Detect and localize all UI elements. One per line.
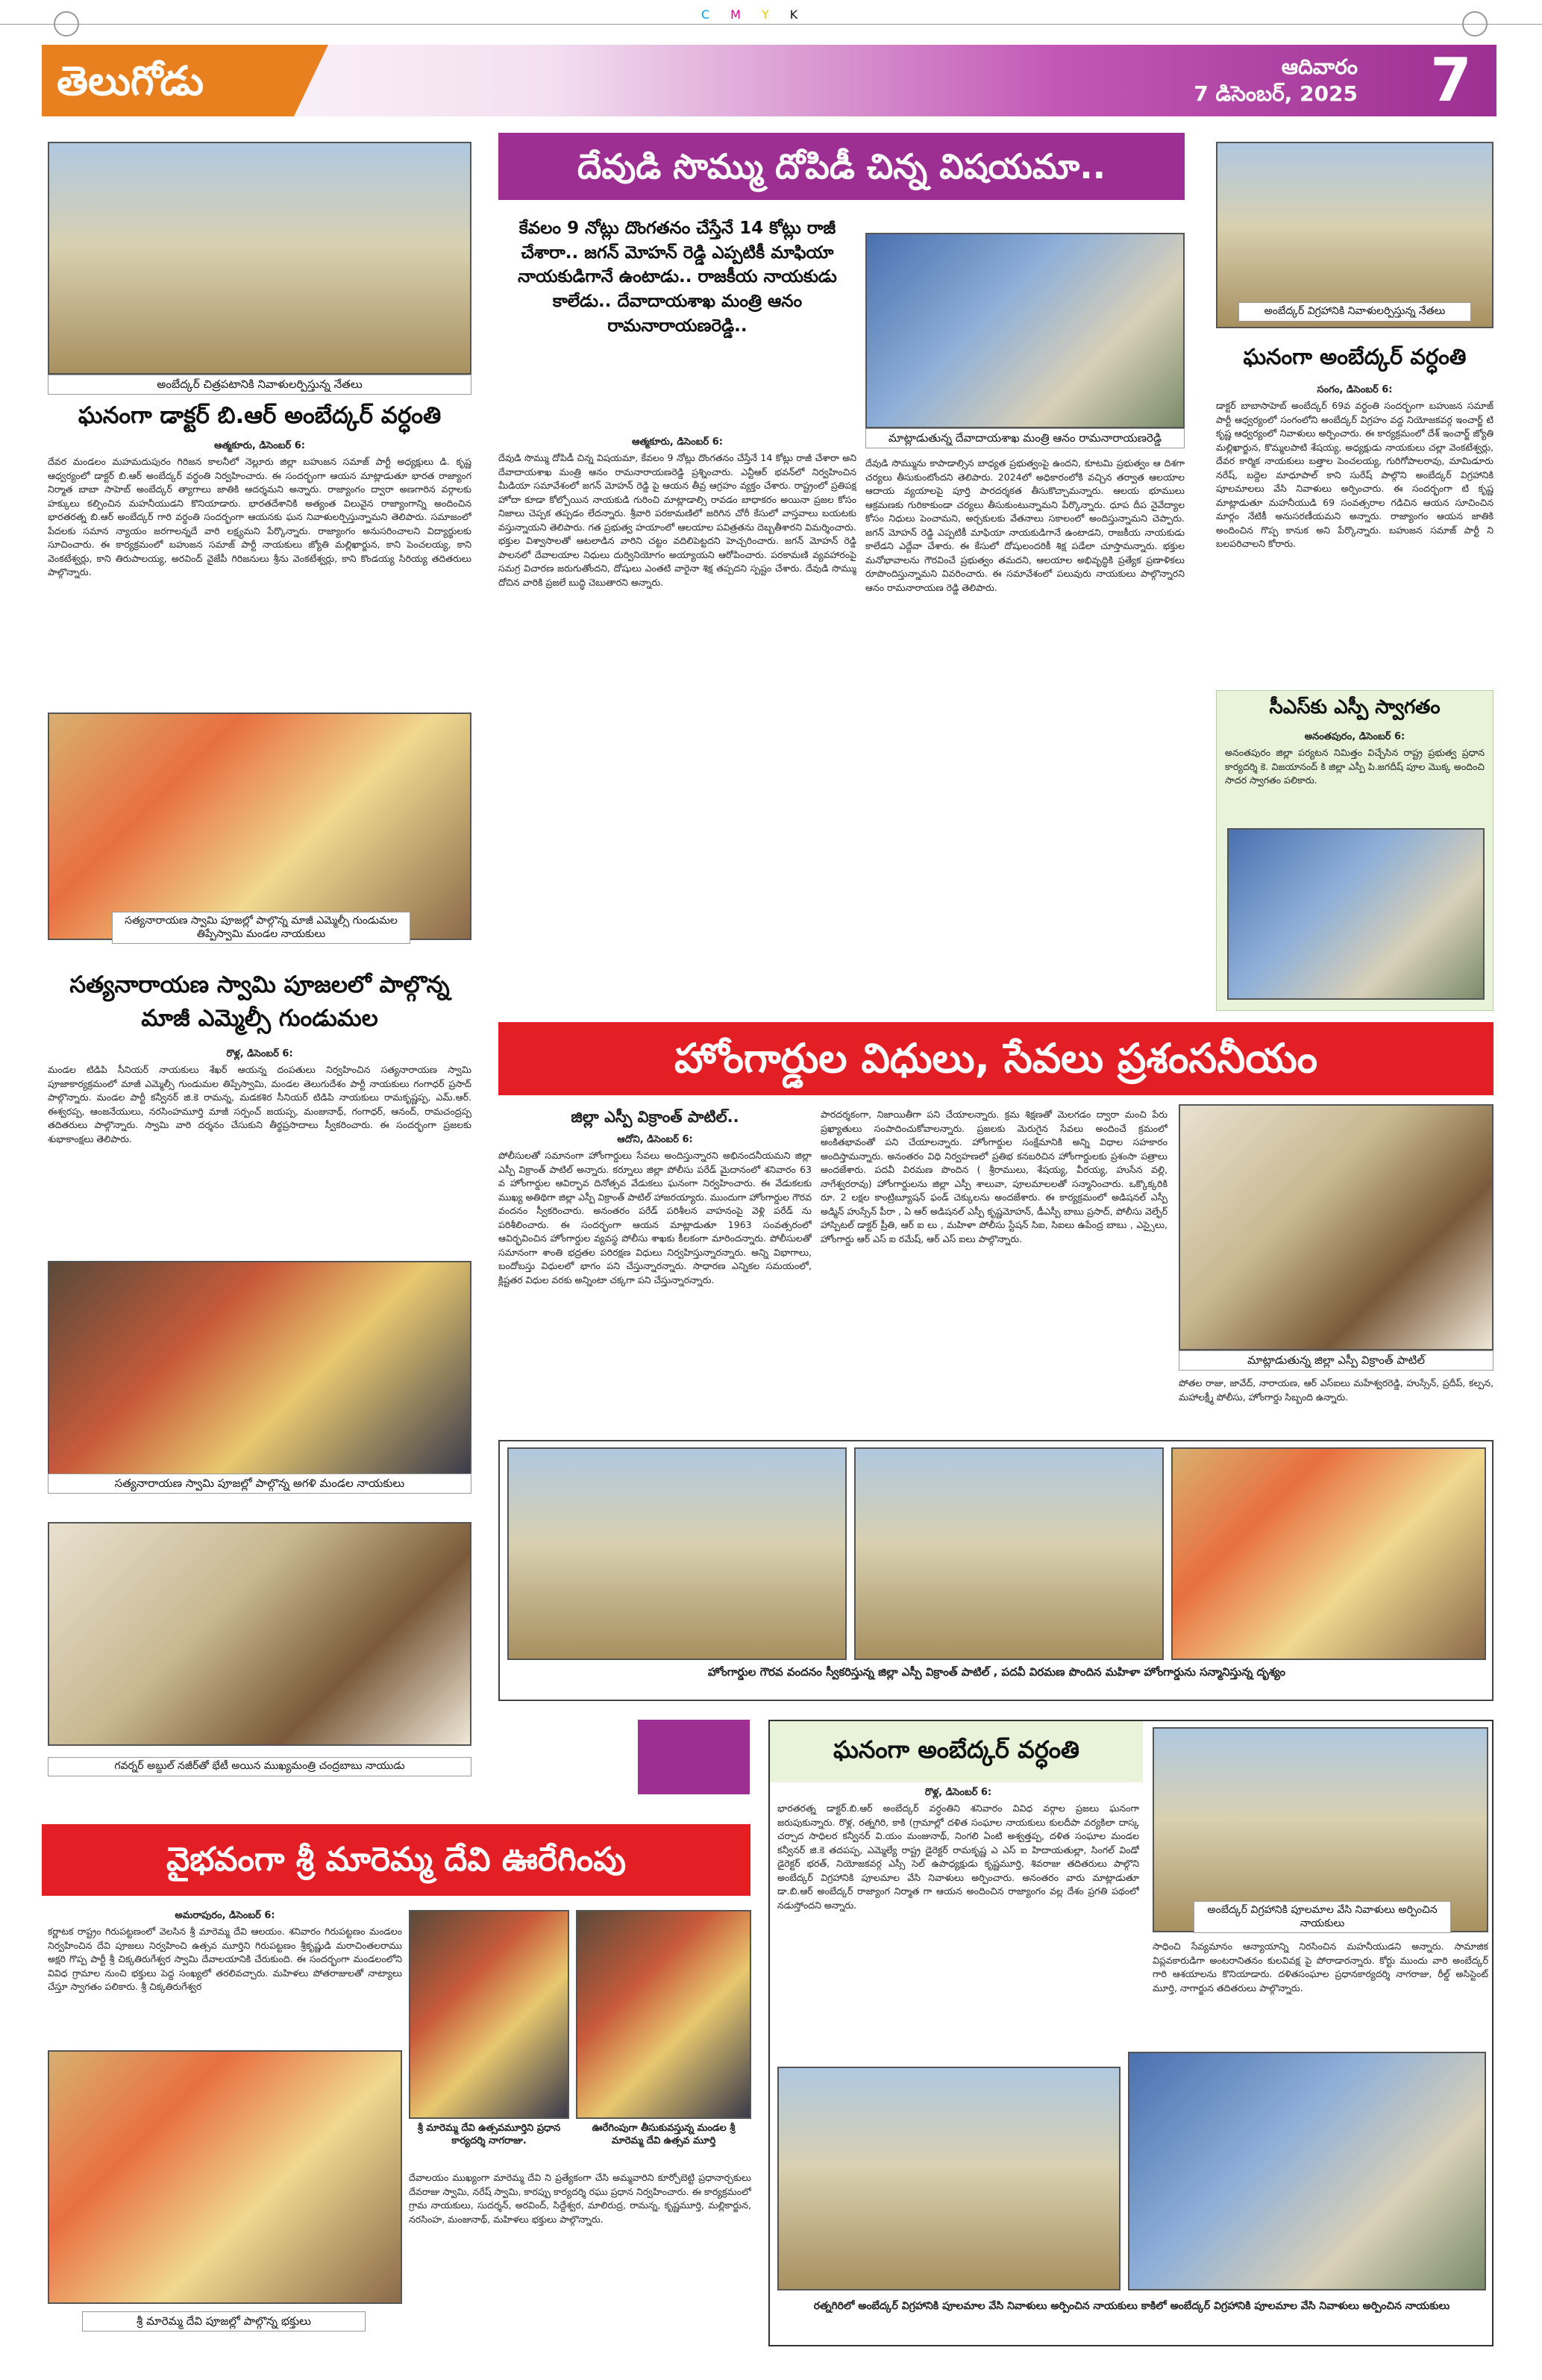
- article-body: మండల టిడిపి సీనియర్ నాయకులు శేఖర్ ఆయన్న దంపతులు నిర్వహించిన సత్యనారాయణ స్వామి పూజాకార్యక్రమంలో మాజీ ఎమ్మెల్సీ గుండుమల తిప్పేస్వామి, మండల తెలుగుదేశం పార్టీ నాయకులు గంగాధర్ ప్రసాద్ పాల్గొన్నారు. మండల పార్టీ కన్వీనర్ జి.కె రామన్న, మడకశిర సీనియర్ టిడిపి నాయకులు రామకృష్ణప్ప, ఎమ్.ఆర్. ఈశ్వరప్ప, ఆంజనేయులు, నరసింహమూర్తి మాజీ సర్పంచ్ జయప్ప, మంజునాథ్, గంగాధర్, ఆనంద్, రామచంద్రప్ప తదితరులు పాల్గొన్నారు. స్వామి వారి దర్శనం చేసుకుని తీర్థప్రసాదాలు స్వీకరించారు. ఈ సందర్భంగా ప్రజలకు శుభాకాంక్షలు తెలిపారు.: [48, 1064, 471, 1144]
- purple-accent-block: [638, 1720, 750, 1794]
- photo-ambedkar-sangam: [1216, 142, 1494, 328]
- photo-ratnagiri-ambedkar: [777, 2067, 1121, 2290]
- photo-homeguard-felicitation: [1171, 1447, 1486, 1660]
- cmyk-y: Y: [761, 7, 790, 22]
- article-body: దేవుడి సొమ్ము దోపిడీ చిన్న విషయమా, కేవలం 9 నోట్లు దొంగతనం చేస్తేనే 14 కోట్లు రాజీ చేశారా అని దేవాదాయశాఖ మంత్రి ఆనం రామనారాయణరెడ్డి ప్రశ్నించారు. ఎన్టీఆర్ భవన్‌లో నిర్వహించిన మీడియా సమావేశంలో జగన్ మోహన్ రెడ్డి పై ఆయన తీవ్ర ఆగ్రహం వ్యక్తం చేశారు. రాష్ట్రంలో ప్రతిపక్ష హోదా కూడా కోల్పోయిన నాయకుడి గురించి మాట్లాడాల్సి రావడం బాధాకరం అయినా ప్రజల కోసం నిజాలు చెప్పక తప్పడం లేదన్నారు. శ్రీవారి పరకామణిలో జరిగిన చోరీ కేసులో వాస్తవాలు బయటకు వస్తున్నాయని తెలిపారు. గత ప్రభుత్వ హయాంలో ఆలయాల పవిత్రతను దెబ్బతీశారని విమర్శించారు. భక్తుల విశ్వాసాలతో ఆటలాడిన వారిని చట్టం వదిలిపెట్టదని హెచ్చరించారు. జగన్ మోహన్ రెడ్డి పాలనలో దేవాలయాల నిధులు దుర్వినియోగం అయ్యాయని ఆరోపించారు. పరకామణి వ్యవహారంపై సమగ్ర విచారణ జరుగుతోందని, దోషులు ఎంతటి వారైనా శిక్ష తప్పదని స్పష్టం చేశారు. దేవుడి సొమ్ము దోచిన వారికి ప్రజలే బుద్ధి చెబుతారని అన్నారు.: [498, 452, 856, 588]
- article-body: భారతరత్న డాక్టర్.బి.ఆర్ అంబేద్కర్ వర్ధంతిని శనివారం వివిధ వర్గాల ప్రజలు ఘనంగా జరుపుకున్నారు. రొళ్ల, రత్నగిరి, కాకి (గ్రామాల్లో దళిత సంఘాల నాయకులు కులదీపా వర్యకిలా దాస్క చర్చాద సాధిలర కన్వీనర్ వి.యం మంజునాథ్, నింగలి ఏంటి అశ్వత్తప్ప, దళిత సంఘాల మండల కన్వీనర్ జి.కె తదపప్ప, ఎమ్మెల్యే రాష్ట్ర డైరెక్టర్ రామకృష్ణ ఎ ఎస్ ఐ హిదాయతుల్లా, సింగల్ విండో డైరెక్టర్ భరత్, నియోజకవర్గ ఎస్సీ సెల్ ఉపాధ్యక్షుడు కృష్ణమూర్తి, శివరాజు తదితరులు పాల్గొని అంబేద్కర్ విగ్రహానికి పూలమాల వేసి నివాళులు అర్పించారు. అనంతరం వారు మాట్లాడుతూ డా.బి.ఆర్ అంబేద్కర్ రాజ్యాంగ నిర్మాత గా ఆయన అందించిన రాజ్యాంగం వల్ల దేశం ప్రగతి పథంలో నడుస్తోందని అన్నారు.: [777, 1803, 1139, 1911]
- article-mariamma-col2: దేవాలయం ముఖ్యంగా మారెమ్మ దేవి ని ప్రత్యేకంగా చేసి అమ్మవారిని కూర్చోబెట్టి ప్రధానార్చకులు దేవరాజు స్వామి, నరేష్ స్వామి, కారప్పు కార్యదర్శి రఘు ప్రధాన నిర్వహించారు. ఈ కార్యక్రమంలో గ్రామ నాయకులు, సుదర్శన్, అరవింద్, సిద్దేశ్వర, మాలిరుద్ర, రామన్న, కృష్ణమూర్తి, మల్లికార్జున, నరసింహ, మంజునాథ్, మహిళలు భక్తులు పాల్గొన్నారు.: [409, 2172, 751, 2225]
- article-devudi-col1: [498, 436, 856, 1011]
- caption-satyanarayana-puja-2: సత్యనారాయణ స్వామి పూజల్లో పాల్గొన్న అగళి మండల నాయకులు: [48, 1474, 471, 1494]
- article-ambedkar-sangam: [1216, 384, 1494, 686]
- cmyk-marks: [701, 7, 818, 22]
- article-rolla-col2: సాధించి సేవ్యమానం ఆన్యాయాన్ని నిరసించిన మహనీయుడని అన్నారు. సామాజిక విప్లవకారుడిగా అంటరానితనం కులవివక్ష పై పోరాడారన్నారు. కోర్టు ముందు వారి అంబేద్కర్ గారి ఆశయాలను కొనియాడారు. దళితసంఘాల ప్రధానకార్యదర్శి నాగరాజు, రీల్డ్ అసిస్టెంట్ మూర్తి, నాగార్జున తదితరులు పాల్గొన్నారు.: [1153, 1941, 1488, 1994]
- dateline: రొళ్ల, డిసెంబర్ 6:: [226, 1048, 293, 1059]
- photo-mariamma-devotees: [48, 2050, 402, 2304]
- photo-ambedkar-tribute-left: [48, 142, 471, 375]
- dateline: రొళ్ల, డిసెంబర్ 6:: [924, 1787, 992, 1798]
- dateline: అనంతపురం, డిసెంబర్ 6:: [1304, 731, 1405, 742]
- caption-ambedkar-tribute-left: అంబేద్కర్ చిత్రపటానికి నివాళులర్పిస్తున్న నేతలు: [48, 375, 471, 395]
- caption-mariamma-devotees: శ్రీ మారెమ్మ దేవి పూజల్లో పాల్గొన్న భక్తులు: [82, 2311, 366, 2332]
- headline-satyanarayana: సత్యనారాయణ స్వామి పూజలలో పాల్గొన్న మాజీ ఎమ్మెల్సీ గుండుమల: [69, 971, 450, 1032]
- subhead-devudi-sommu: కేవలం 9 నోట్లు దొంగతనం చేస్తేనే 14 కోట్లు రాజీ చేశారా.. జగన్ మోహన్ రెడ్డి ఎప్పటికీ మాఫియా నాయకుడిగానే ఉంటాడు.. రాజకీయ నాయకుడు కాలేడు.. దేవాదాయశాఖ మంత్రి ఆనం రామనారాయణరెడ్డి..: [518, 219, 837, 336]
- headline-devudi-sommu: దేవుడి సొమ్ము దోపిడీ చిన్న విషయమా..: [498, 133, 1185, 200]
- article-cs-welcome: [1225, 731, 1485, 813]
- caption-mariamma-procession: ఊరేగింపుగా తీసుకువస్తున్న మండల శ్రీ మారెమ్మ దేవి ఉత్సవ మూర్తి: [592, 2123, 736, 2146]
- registration-mark-left: [54, 11, 79, 37]
- headline-ambedkar-vardhanti-left: ఘనంగా డాక్టర్ బి.ఆర్ అంబేద్కర్ వర్ధంతి: [78, 402, 442, 429]
- photo-kaki-ambedkar: [1128, 2052, 1486, 2290]
- caption-governor-cm-meeting: గవర్నర్ అబ్దుల్ నజీర్‌తో భేటీ అయిన ముఖ్యమంత్రి చంద్రబాబు నాయుడు: [48, 1757, 471, 1776]
- photo-satyanarayana-puja-1: [48, 713, 471, 940]
- caption-rolla-bottom: రత్నగిరిలో అంబేద్కర్ విగ్రహానికి పూలమాల వేసి నివాళులు అర్పించిన నాయకులు కాకిలో అంబేద్కర్ విగ్రహానికి పూలమాల వేసి నివాళులు అర్పించిన నాయకులు: [813, 2300, 1450, 2312]
- dateline: ఆత్మకూరు, డిసెంబర్ 6:: [214, 440, 305, 451]
- photo-satyanarayana-puja-2: [48, 1261, 471, 1477]
- caption-sp-speaking: మాట్లాడుతున్న జిల్లా ఎస్పీ విక్రాంత్ పాటిల్: [1179, 1350, 1494, 1371]
- caption-mariamma-utsava-murthy: శ్రీ మారెమ్మ దేవి ఉత్సవమూర్తిని ప్రధాన కార్యదర్శి నాగరాజు.: [417, 2123, 561, 2146]
- registration-mark-right: [1462, 11, 1488, 37]
- article-mariamma-col1: [48, 1910, 402, 2048]
- caption-homeguards-strip: హోంగార్డుల గౌరవ వందనం స్వీకరిస్తున్న జిల్లా ఎస్పీ విక్రాంత్ పాటిల్ , పదవీ విరమణ పొందిన మహిళా హోంగార్డును సన్మానిస్తున్న దృశ్యం: [708, 1665, 1285, 1679]
- masthead-logo: తెలుగోడు: [57, 57, 204, 104]
- article-body: పోలీసులతో సమానంగా హోంగార్డులు సేవలు అందిస్తున్నారని అభినందనీయమని జిల్లా ఎస్పీ విక్రాంత్ పాటిల్ అన్నారు. కర్నూలు జిల్లా పోలీసు పరేడ్ మైదానంలో శనివారం 63 వ హోంగార్డుల ఆవిర్భావ దినోత్సవ వేడుకలు ఘనంగా నిర్వహించారు. ఈ వేడుకలకు ముఖ్య అతిథిగా జిల్లా ఎస్పీ విక్రాంత్ పాటిల్ హాజరయ్యారు. ముందుగా హోంగార్డుల గౌరవ వందనం స్వీకరించారు. అనంతరం పరేడ్ పరిశీలన వాహనంపై వెళ్లి పరేడ్ ను పరిశీలించారు. ఈ సందర్భంగా ఆయన మాట్లాడుతూ 1963 సంవత్సరంలో ఆవిర్భవించిన హోంగార్డుల వ్యవస్థ పోలీసు శాఖకు కీలకంగా మారిందన్నారు. పోలీసులతో సమానంగా శాంతి భద్రతల పరిరక్షణ విధులు నిర్వహిస్తున్నారన్నారు. అన్ని విభాగాలు, బందోబస్తు విధులలో భాగం పని చేస్తున్నారన్నారు. సాధారణ ఎన్నికల సమయంలో, క్లిష్టతర విధుల వరకు అన్నింటా చక్కగా పని చేస్తున్నారన్నారు.: [498, 1150, 812, 1285]
- article-body: కర్ణాటక రాష్ట్రం గిరుపట్టణంలో వెలసిన శ్రీ మారెమ్మ దేవి ఆలయం. శనివారం గిరుపట్టణం మండలం నిర్వహించిన దేవి పూజలు నిర్వహించి ఉత్సవ మూర్తిని గిరుపట్టణం శ్రీకృష్ణుడి మరాచింతలరాము అక్షరి గొప్ప పార్టీ శ్రీ చిక్కతిరుగేశ్వర స్వామి దేవాలయానికి చేరుకుంది. ఈ సందర్భంగా మండలంలోని వివిధ గ్రామాల నుంచి భక్తులు పెద్ద సంఖ్యలో తరలివచ్చారు. మహిళలు పోతరాజులతో నాట్యాలు చేస్తూ స్వాగతం పలికారు. శ్రీ చిక్కతిరుగేశ్వర: [48, 1926, 402, 1992]
- article-devudi-col2: దేవుడి సొమ్మును కాపాడాల్సిన బాధ్యత ప్రభుత్వంపై ఉందని, కూటమి ప్రభుత్వం ఆ దిశగా చర్యలు తీసుకుంటోందని తెలిపారు. 2024లో అధికారంలోకి వచ్చిన తర్వాత ఆలయాల ఆదాయ వ్యయాలపై పూర్తి పారదర్శకత తీసుకొచ్చామన్నారు. ఆలయ భూములు ఆక్రమణకు గురికాకుండా చర్యలు తీసుకుంటున్నామని పేర్కొన్నారు. ధూప దీప నైవేద్యాల కోసం నిధులు పెంచామని, అర్చకులకు వేతనాలు సకాలంలో అందిస్తున్నామని చెప్పారు. జగన్ మోహన్ రెడ్డి ఎప్పటికీ మాఫియా నాయకుడిగానే ఉంటాడని, రాజకీయ నాయకుడు కాలేడని ఎద్దేవా చేశారు. ఈ కేసులో దోషులందరికీ శిక్ష పడేలా చూస్తామన్నారు. భక్తుల మనోభావాలను గౌరవించే ప్రభుత్వం తమదని, ఆలయాల అభివృద్ధికి ప్రత్యేక ప్రణాళికలు రూపొందిస్తున్నామని వివరించారు. ఈ సమావేశంలో పలువురు నాయకులు పాల్గొన్నారని ఆనం రామనారాయణ రెడ్డి తెలిపారు.: [865, 457, 1185, 593]
- article-homeguards-col2: పారదర్శకంగా, నిజాయితీగా పని చేయాలన్నారు. క్రమ శిక్షణతో మెలగడం ద్వారా మంచి పేరు ప్రఖ్యాతులు సంపాదించుకోవాలన్నారు. ప్రజలకు మెరుగైన సేవలు అందించే క్రమంలో అంకితభావంతో పని చేయాలన్నారు. హోంగార్డుల సంక్షేమానికి అన్ని విధాల సహకారం అందిస్తామన్నారు. అనంతరం విధి నిర్వహణలో ప్రతిభ కనబరిచిన హోంగార్డులకు ప్రశంసా పత్రాలు అందజేశారు. పదవీ విరమణ పొందిన ( శ్రీరాములు, శేషయ్య, వీరయ్య, హుసేన వల్లి, నాగేశ్వరరావు) హోంగార్డులను జిల్లా ఎస్పీ శాలువా, పూలమాలలతో సన్మానించారు. ఒక్కొక్కరికి రూ. 2 లక్షల కాంట్రిబ్యూషన్ ఫండ్ చెక్కులను అందజేశారు. ఈ కార్యక్రమంలో అడిషనల్ ఎస్పీ అడ్మిన్ హుస్సేన్ పీరా , ఏ ఆర్ అడిషనల్ ఎస్పీ కృష్ణమోహన్, డీఎస్పీ బాబు ప్రసాద్, పోలీసు వెల్ఫేర్ హాస్పిటల్ డాక్టర్ ప్రీతి, ఆర్ ఐ లు , మహిళా పోలీసు స్టేషన్ సిఐ, సిఐలు ఉపేంద్ర బాబు , ఎస్సైలు, హోంగార్డు ఆర్ ఎస్ ఐ రమేష్, ఆర్ ఎస్ ఐలు పాల్గొన్నారు.: [821, 1109, 1168, 1244]
- dateline: సంగం, డిసెంబర్ 6:: [1317, 384, 1393, 395]
- headline-cs-welcome: సీఎస్‌కు ఎస్పీ స్వాగతం: [1269, 696, 1441, 718]
- article-body: దేవర మండలం మహమదుపురం గిరిజన కాలనీలో నెల్లూరు జిల్లా బహుజన సమాజ్ పార్టీ అధ్యక్షులు డి. కృష్ణ ఆధ్వర్యంలో డాక్టర్ బి.ఆర్ అంబేద్కర్ వర్ధంతి నిర్వహించారు. ఈ సందర్భంగా ఆయన మాట్లాడుతూ భారత రాజ్యాంగ నిర్మాత బాబా సాహెబ్ అంబేద్కర్ త్యాగాలు జాతికి ఆదర్శమని అన్నారు. రాజ్యాంగం ద్వారా అణగారిన వర్గాలకు హక్కులు కల్పించిన మహనీయుడని కొనియాడారు. భారతదేశానికి అత్యంత విలువైన రాజ్యాంగాన్ని అందించిన భారతరత్న బి.ఆర్ అంబేద్కర్ గారి వర్ధంతి సందర్భంగా ఆయనకు ఘన నివాళులర్పిస్తున్నామని తెలిపారు. సమాజంలో పేదలకు సమాన న్యాయం జరగాలన్నదే వారి లక్ష్యమని పేర్కొన్నారు. రాజ్యాంగం అనుసరించాలని విద్యార్థులకు సూచించారు. ఈ కార్యక్రమంలో బహుజన సమాజ్ పార్టీ నాయకులు జ్యోతి మల్లిఖార్జున, కాని పెంచలయ్య, కాని వెంకటేశ్వర్లు, కాని తిరుపాలయ్య, అరవింద్ వైజేపీ గిరిజనులు శ్రీను వెంకటేశ్వర్లు, కాని కొండయ్య సిరియ్య తదితరులు పాల్గొన్నారు.: [48, 456, 471, 577]
- article-body: అనంతపురం జిల్లా పర్యటన నిమిత్తం విచ్చేసిన రాష్ట్ర ప్రభుత్వ ప్రధాన కార్యదర్శి కె. విజయానంద్ కి జిల్లా ఎస్పీ పి.జగదీష్ పూల మొక్క అందించి సాదర స్వాగతం పలికారు.: [1225, 747, 1485, 786]
- dateline: ఆదోని, డిసెంబర్ 6:: [617, 1134, 693, 1145]
- registration-line: [0, 24, 1542, 25]
- masthead-date: 7 డిసెంబర్, 2025: [1194, 81, 1358, 107]
- caption-minister-anam: మాట్లాడుతున్న దేవాదాయశాఖ మంత్రి ఆనం రామనారాయణరెడ్డి: [865, 428, 1185, 448]
- article-rolla-col1: [777, 1787, 1139, 2063]
- cmyk-m: M: [730, 7, 762, 22]
- article-satyanarayana: [48, 1048, 471, 1250]
- article-homeguards-col1: [498, 1134, 812, 1432]
- article-ambedkar-left: [48, 440, 471, 710]
- headline-homeguards: హోంగార్డుల విధులు, సేవలు ప్రశంసనీయం: [498, 1022, 1494, 1095]
- cmyk-k: K: [789, 7, 819, 22]
- article-homeguards-col3: పోతల రాజు, జావేద్, నారాయణ, ఆర్ ఎస్ఐలు మహేశ్వరరెడ్డి, హుస్సేన్, ప్రదీప్, కల్పన, మహాలక్ష్మీ పోలీసు, హోంగార్డు సిబ్బంది ఉన్నారు.: [1179, 1377, 1494, 1403]
- photo-sp-speaking: [1179, 1104, 1494, 1350]
- photo-homeguards-salute: [507, 1447, 847, 1660]
- photo-governor-cm-meeting: [48, 1522, 471, 1746]
- photo-homeguards-parade: [854, 1447, 1164, 1660]
- photo-cs-welcome: [1227, 828, 1485, 1000]
- photo-minister-anam: [865, 233, 1185, 428]
- photo-mariamma-procession: [576, 1910, 751, 2119]
- caption-satyanarayana-puja-1: సత్యనారాయణ స్వామి పూజల్లో పాల్గొన్న మాజీ ఎమ్మెల్సీ గుండుమల తిప్పేస్వామి మండల నాయకులు: [112, 912, 410, 944]
- masthead-date-block: [1082, 54, 1358, 108]
- article-body: డాక్టర్ బాబాసాహెబ్ అంబేద్కర్ 69వ వర్ధంతి సందర్భంగా బహుజన సమాజ్ పార్టీ ఆధ్వర్యంలో సంగంలోని అంబేద్కర్ విగ్రహం వద్ద నియోజకవర్గ ఇంచార్జ్ టి కృష్ణ ఆధ్వర్యంలో నివాళులు అర్పించారు. ఈ కార్యక్రమంలో దేశ్ ఇంచార్జ్ జ్యోతి మల్లిఖార్జున, కొమ్మలపాటి శేషయ్య, అధ్యక్షుడు నాయకులు చల్లా వెంకటేశ్వర్లు, దేవర కార్మిక నాయకులు బత్తాల పెంచలయ్య, గురిగోపాలరావు, మామిడూరు నరేష్, బద్దెల మాధూపాల్ కాని సురేష్ పాల్గొని అంబేద్కర్ విగ్రహానికి పూలమాలలు వేసి నివాళులు అర్పించారు. ఈ సందర్భంగా టి కృష్ణ మాట్లాడుతూ మహనీయుడి 69 సంవత్సరాల గడిచిన ఆయన సూచించిన మార్గం నేటికీ అనుసరణీయమని అన్నారు. రాజ్యాంగం ఆయన జాతికి అందించిన గొప్ప కానుక అని పేర్కొన్నారు. బహుజన సమాజ్ పార్టీ ని బలపరిచాలని కోరారు.: [1216, 400, 1494, 549]
- masthead-day: ఆదివారం: [1281, 54, 1358, 79]
- headline-mariamma: వైభవంగా శ్రీ మారెమ్మ దేవి ఊరేగింపు: [42, 1824, 750, 1896]
- headline-rolla-ambedkar: ఘనంగా అంబేద్కర్ వర్ధంతి: [833, 1735, 1079, 1764]
- dateline: అమరాపురం, డిసెంబర్ 6:: [175, 1910, 275, 1921]
- subhead-homeguards: జిల్లా ఎస్పీ విక్రాంత్ పాటిల్..: [571, 1108, 739, 1126]
- caption-rolla-ambedkar: అంబేద్కర్ విగ్రహానికి పూలమాల వేసి నివాళులు అర్పించిన నాయకులు: [1194, 1901, 1451, 1933]
- page-number: 7: [1430, 46, 1472, 115]
- headline-ambedkar-sangam: ఘనంగా అంబేద్కర్ వర్ధంతి: [1243, 344, 1467, 369]
- caption-ambedkar-sangam: అంబేద్కర్ విగ్రహానికి నివాళులర్పిస్తున్న నేతలు: [1238, 302, 1471, 322]
- cmyk-c: C: [701, 7, 731, 22]
- dateline: ఆత్మకూరు, డిసెంబర్ 6:: [632, 436, 723, 448]
- photo-mariamma-utsava-murthy: [409, 1910, 569, 2119]
